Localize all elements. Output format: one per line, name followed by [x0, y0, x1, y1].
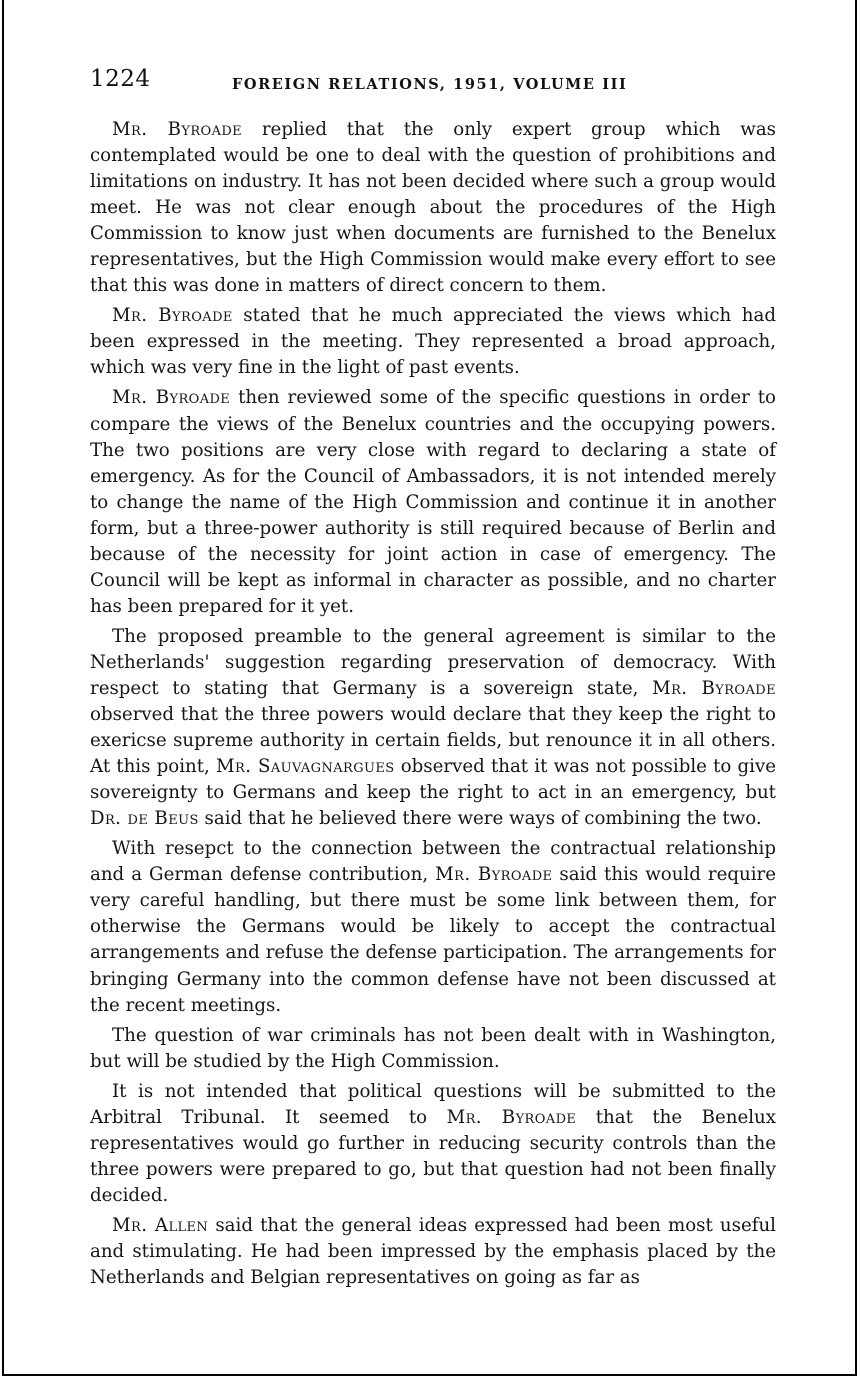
paragraph-text: said this would require very careful handling, but there must be some link between them, for otherwise the Germans would be likely to accept the contractual arrangements and refuse the defense participation. The arrangements for bringing Germany into the common defense have not been discussed at the recent meetings.: [90, 864, 776, 1016]
paragraph: [90, 1023, 776, 1075]
paragraph: [90, 836, 776, 1018]
speaker-name: Mr. Allen: [112, 1214, 209, 1236]
paragraph-text: then reviewed some of the specific questions in order to compare the views of the Benelux countries and the occupying powers. The two positions are very close with regard to declaring a state of emergency. As for the Council of Ambassadors, it is not intended merely to change the name of the High Commission and continue it in another form, but a three-power authority is still required because of Berlin and because of the necessity for joint action in case of emergency. The Council will be kept as informal in character as possible, and no charter has been prepared for it yet.: [90, 387, 776, 617]
speaker-name: Mr. Byroade: [112, 387, 231, 409]
paragraph-text: said that he believed there were ways of combining the two.: [198, 808, 762, 830]
paragraph-text: The proposed preamble to the general agreement is similar to the Netherlands' suggestion regarding preservation of democracy. With respect to stating that Germany is a sovereign state,: [90, 625, 776, 699]
body-text: [90, 117, 776, 1291]
paragraph-text: observed that the three powers would declare that they keep the right to exericse supreme authority in certain fields, but renounce it in all others. At this point,: [90, 704, 776, 778]
paragraph-text: It is not intended that political questions will be submitted to the Arbitral Tribunal. It seemed to: [90, 1080, 776, 1128]
paragraph-text: stated that he much appreciated the views which had been expressed in the meeting. They represented a broad approach, which was very fine in the light of past events.: [90, 305, 776, 379]
paragraph: [90, 1079, 776, 1209]
paragraph: [90, 1213, 776, 1291]
running-title: FOREIGN RELATIONS, 1951, VOLUME III: [232, 76, 628, 93]
speaker-name: Mr. Byroade: [112, 305, 233, 327]
paragraph: [90, 117, 776, 299]
page-header: [90, 66, 776, 100]
paragraph-text: With resepct to the connection between the contractual relationship and a German defense contribution,: [90, 838, 776, 886]
speaker-name: Dr. de Beus: [90, 808, 199, 830]
speaker-name: Mr. Byroade: [112, 119, 243, 140]
paragraph: [90, 624, 776, 832]
page-number: 1224: [90, 66, 151, 92]
speaker-name: Mr. Byroade: [652, 677, 776, 699]
paragraph-text: observed that it was not possible to give sovereignty to Germans and keep the right to act in an emergency, but: [90, 756, 776, 804]
paragraph: [90, 303, 776, 381]
paragraph-text: said that the general ideas expressed had been most useful and stimulating. He had been impressed by the emphasis placed by the Netherlands and Belgian representatives on going as far as: [90, 1214, 776, 1289]
speaker-name: Mr. Byroade: [435, 864, 553, 886]
speaker-name: Mr. Sauvagnargues: [216, 756, 395, 778]
paragraph-text: The question of war criminals has not been dealt with in Washington, but will be studied by the High Commission.: [90, 1024, 776, 1072]
speaker-name: Mr. Byroade: [446, 1106, 577, 1128]
paragraph-text: replied that the only expert group which was contemplated would be one to deal with the question of prohibitions and limitations on industry. It has not been decided where such a group would meet. He was not clear enough about the procedures of the High Commission to know just when documents are furnished to the Benelux representatives, but the High Commission would make every effort to see that this was done in matters of direct concern to them.: [90, 119, 776, 297]
paragraph: [90, 385, 776, 619]
paragraph-text: that the Benelux representatives would go further in reducing security controls than the three powers were prepared to go, but that question had not been finally decided.: [90, 1106, 776, 1206]
